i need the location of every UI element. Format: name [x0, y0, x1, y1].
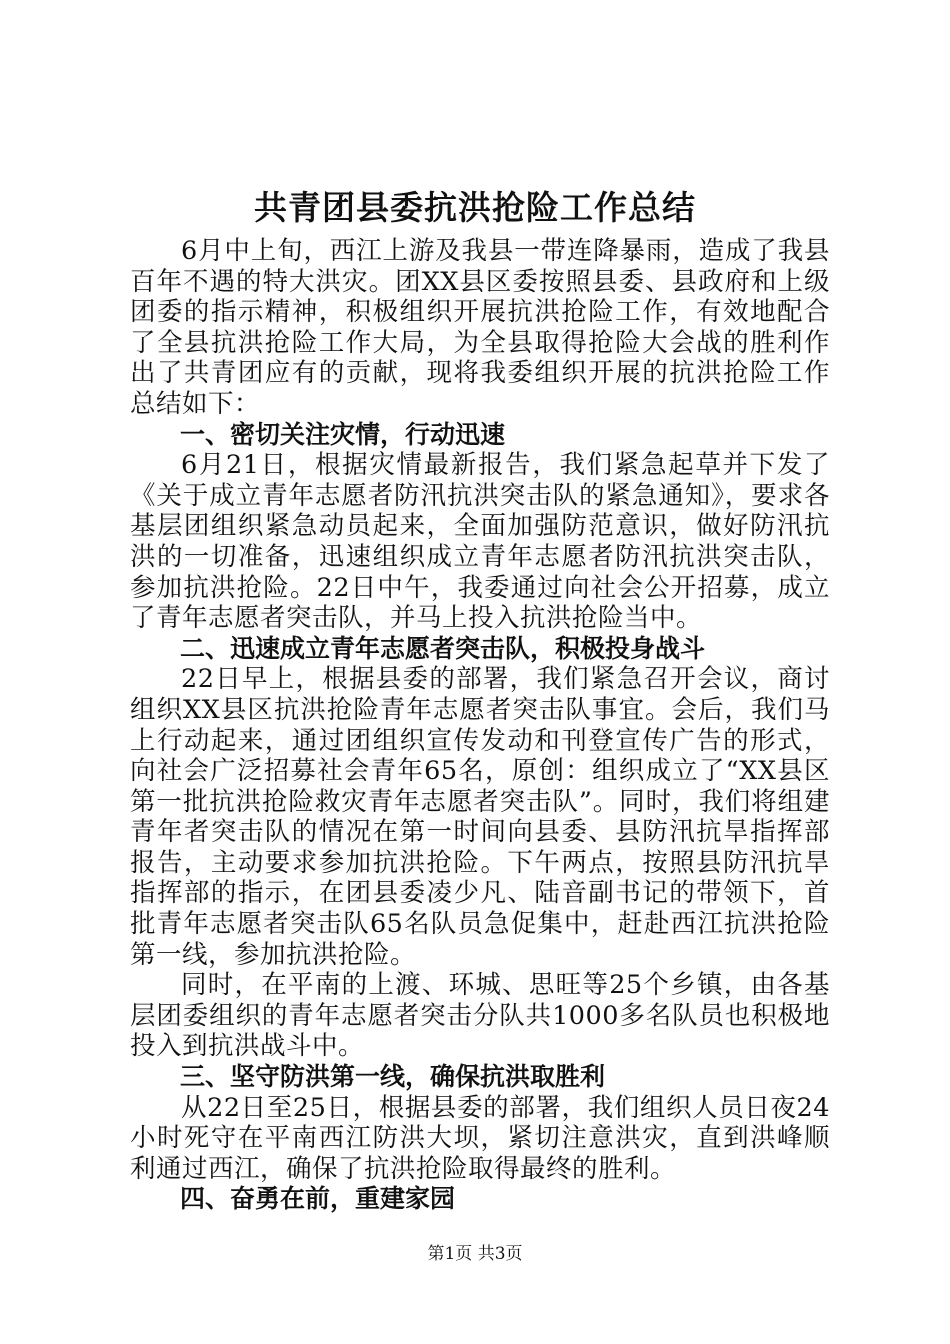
- section-heading-2: 二、迅速成立青年志愿者突击队，积极投身战斗: [180, 633, 706, 663]
- page-footer: 第1页 共3页: [427, 1244, 523, 1264]
- paragraph-intro: 6月中上旬，西江上游及我县一带连降暴雨，造成了我县百年不遇的特大洪灾。团XX县区委按照县委、县政府和上级团委的指示精神，积极组织开展抗洪抢险工作，有效地配合了全县抗洪抢险工作大局，为全县取得抢险大会战的胜利作出了共青团应有的贡献，现将我委组织开展的抗洪抢险工作总结如下：: [130, 236, 830, 419]
- document-body: [130, 236, 830, 1215]
- section-heading-4: 四、奋勇在前，重建家园: [180, 1184, 456, 1214]
- paragraph-section-2b: 同时，在平南的上渡、环城、思旺等25个乡镇，由各基层团委组织的青年志愿者突击分队共1000多名队员也积极地投入到抗洪战斗中。: [130, 970, 830, 1062]
- document-title: 共青团县委抗洪抢险工作总结: [254, 188, 696, 227]
- paragraph-section-2: 22日早上，根据县委的部署，我们紧急召开会议，商讨组织XX县区抗洪抢险青年志愿者突击队事宜。会后，我们马上行动起来，通过团组织宣传发动和刊登宣传广告的形式，向社会广泛招募社会青年65名，原创：组织成立了“XX县区第一批抗洪抢险救灾青年志愿者突击队”。同时，我们将组建青年者突击队的情况在第一时间向县委、县防汛抗旱指挥部报告，主动要求参加抗洪抢险。下午两点，按照县防汛抗旱指挥部的指示，在团县委凌少凡、陆音副书记的带领下，首批青年志愿者突击队65名队员急促集中，赶赴西江抗洪抢险第一线，参加抗洪抢险。: [130, 664, 830, 970]
- paragraph-section-3: 从22日至25日，根据县委的部署，我们组织人员日夜24小时死守在平南西江防洪大坝，紧切注意洪灾，直到洪峰顺利通过西江，确保了抗洪抢险取得最终的胜利。: [130, 1092, 830, 1184]
- paragraph-section-1: 6月21日，根据灾情最新报告，我们紧急起草并下发了《关于成立青年志愿者防汛抗洪突击队的紧急通知》，要求各基层团组织紧急动员起来，全面加强防范意识，做好防汛抗洪的一切准备，迅速组织成立青年志愿者防汛抗洪突击队，参加抗洪抢险。22日中午，我委通过向社会公开招募，成立了青年志愿者突击队，并马上投入抗洪抢险当中。: [130, 450, 830, 634]
- section-heading-3: 三、坚守防洪第一线，确保抗洪取胜利: [180, 1062, 606, 1092]
- section-heading-1: 一、密切关注灾情，行动迅速: [180, 419, 506, 449]
